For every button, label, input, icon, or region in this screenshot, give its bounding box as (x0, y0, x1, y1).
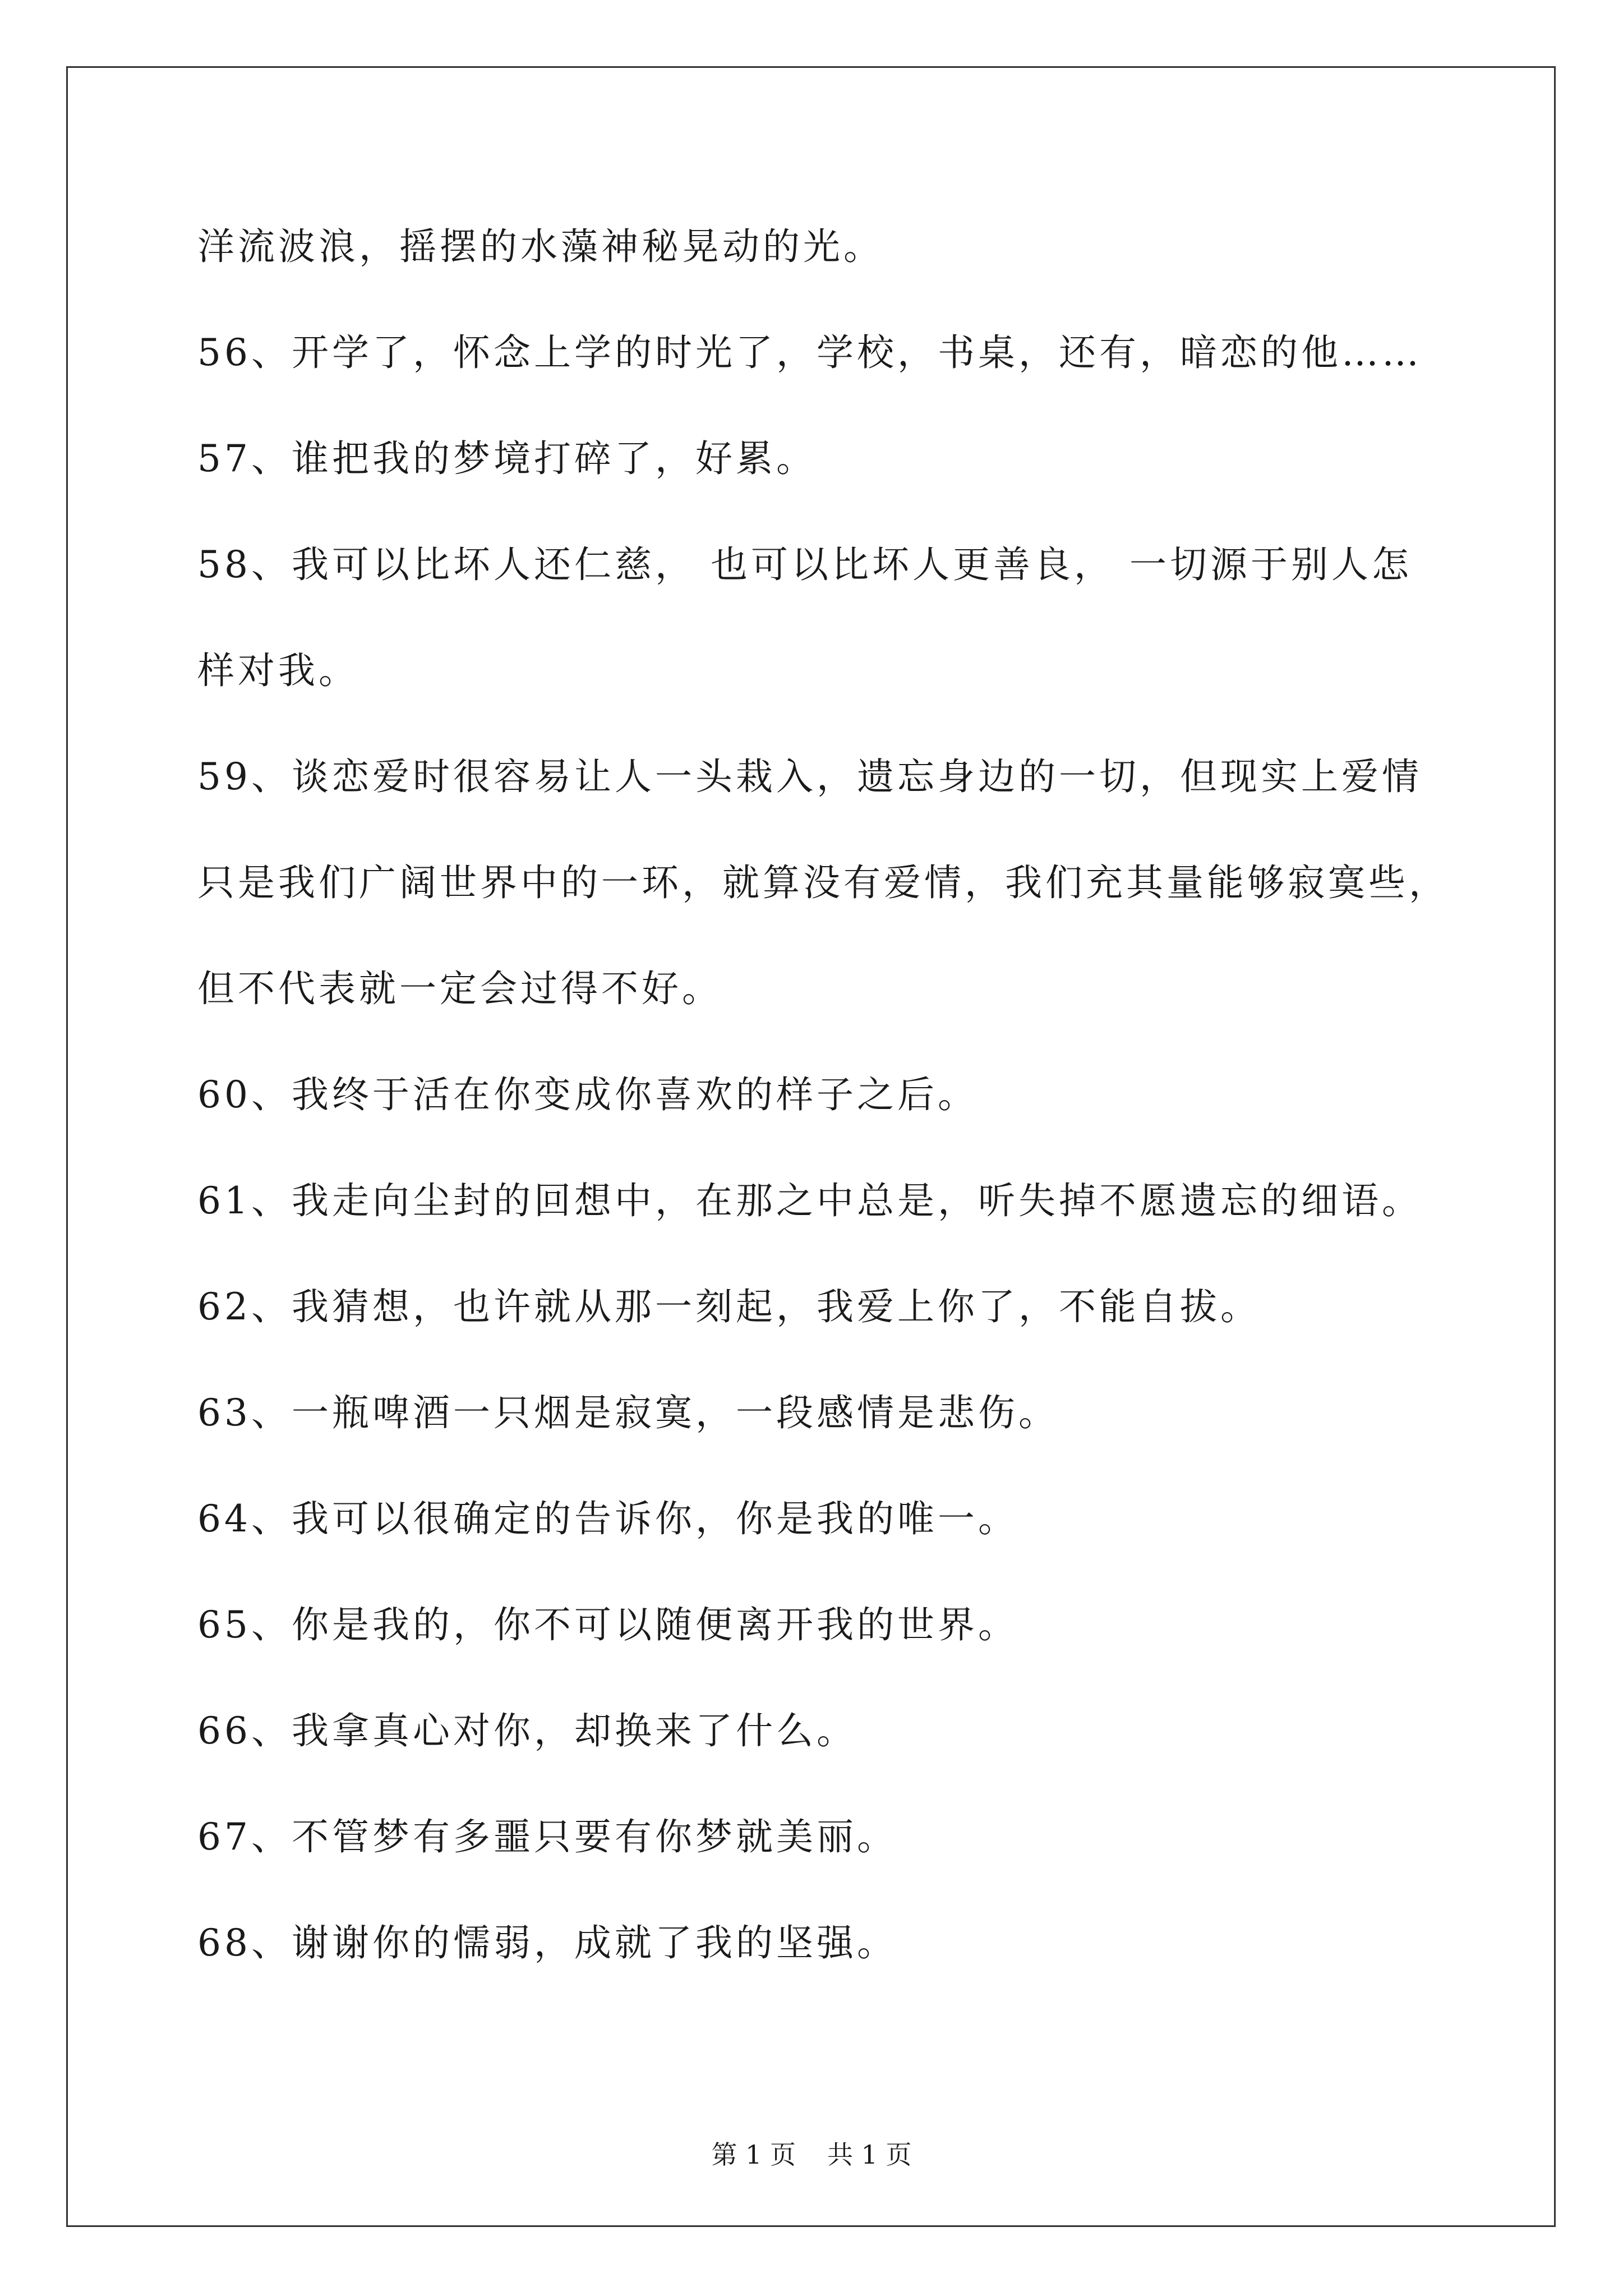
document-body (197, 219, 1487, 2021)
page-number: 第 1 页 (711, 2139, 796, 2170)
text-line: 56、开学了，怀念上学的时光了，学校，书桌，还有，暗恋的他…… (197, 331, 1422, 374)
page-footer (0, 2134, 1623, 2171)
text-line: 65、你是我的，你不可以随便离开我的世界。 (197, 1603, 1018, 1646)
text-line: 但不代表就一定会过得不好。 (197, 967, 722, 1010)
text-line: 洋流波浪，摇摆的水藻神秘晃动的光。 (197, 225, 884, 268)
text-line: 只是我们广阔世界中的一环，就算没有爱情，我们充其量能够寂寞些， (197, 861, 1449, 904)
text-line: 61、我走向尘封的回想中，在那之中总是，听失掉不愿遗忘的细语。 (197, 1179, 1422, 1222)
text-line: 66、我拿真心对你，却换来了什么。 (197, 1709, 857, 1752)
text-line: 样对我。 (197, 649, 359, 692)
text-line: 67、不管梦有多噩只要有你梦就美丽。 (197, 1815, 897, 1858)
text-line: 68、谢谢你的懦弱，成就了我的坚强。 (197, 1921, 897, 1964)
text-line: 60、我终于活在你变成你喜欢的样子之后。 (197, 1073, 978, 1116)
text-line: 59、谈恋爱时很容易让人一头栽入，遗忘身边的一切，但现实上爱情 (197, 755, 1422, 798)
text-line: 63、一瓶啤酒一只烟是寂寞，一段感情是悲伤。 (197, 1391, 1059, 1434)
text-line: 64、我可以很确定的告诉你，你是我的唯一。 (197, 1497, 1018, 1540)
text-line: 58、我可以比坏人还仁慈， 也可以比坏人更善良， 一切源于别人怎 (197, 543, 1412, 586)
text-line: 57、谁把我的梦境打碎了，好累。 (197, 437, 817, 480)
page-total: 共 1 页 (827, 2139, 912, 2170)
text-line: 62、我猜想，也许就从那一刻起，我爱上你了，不能自拔。 (197, 1285, 1261, 1328)
